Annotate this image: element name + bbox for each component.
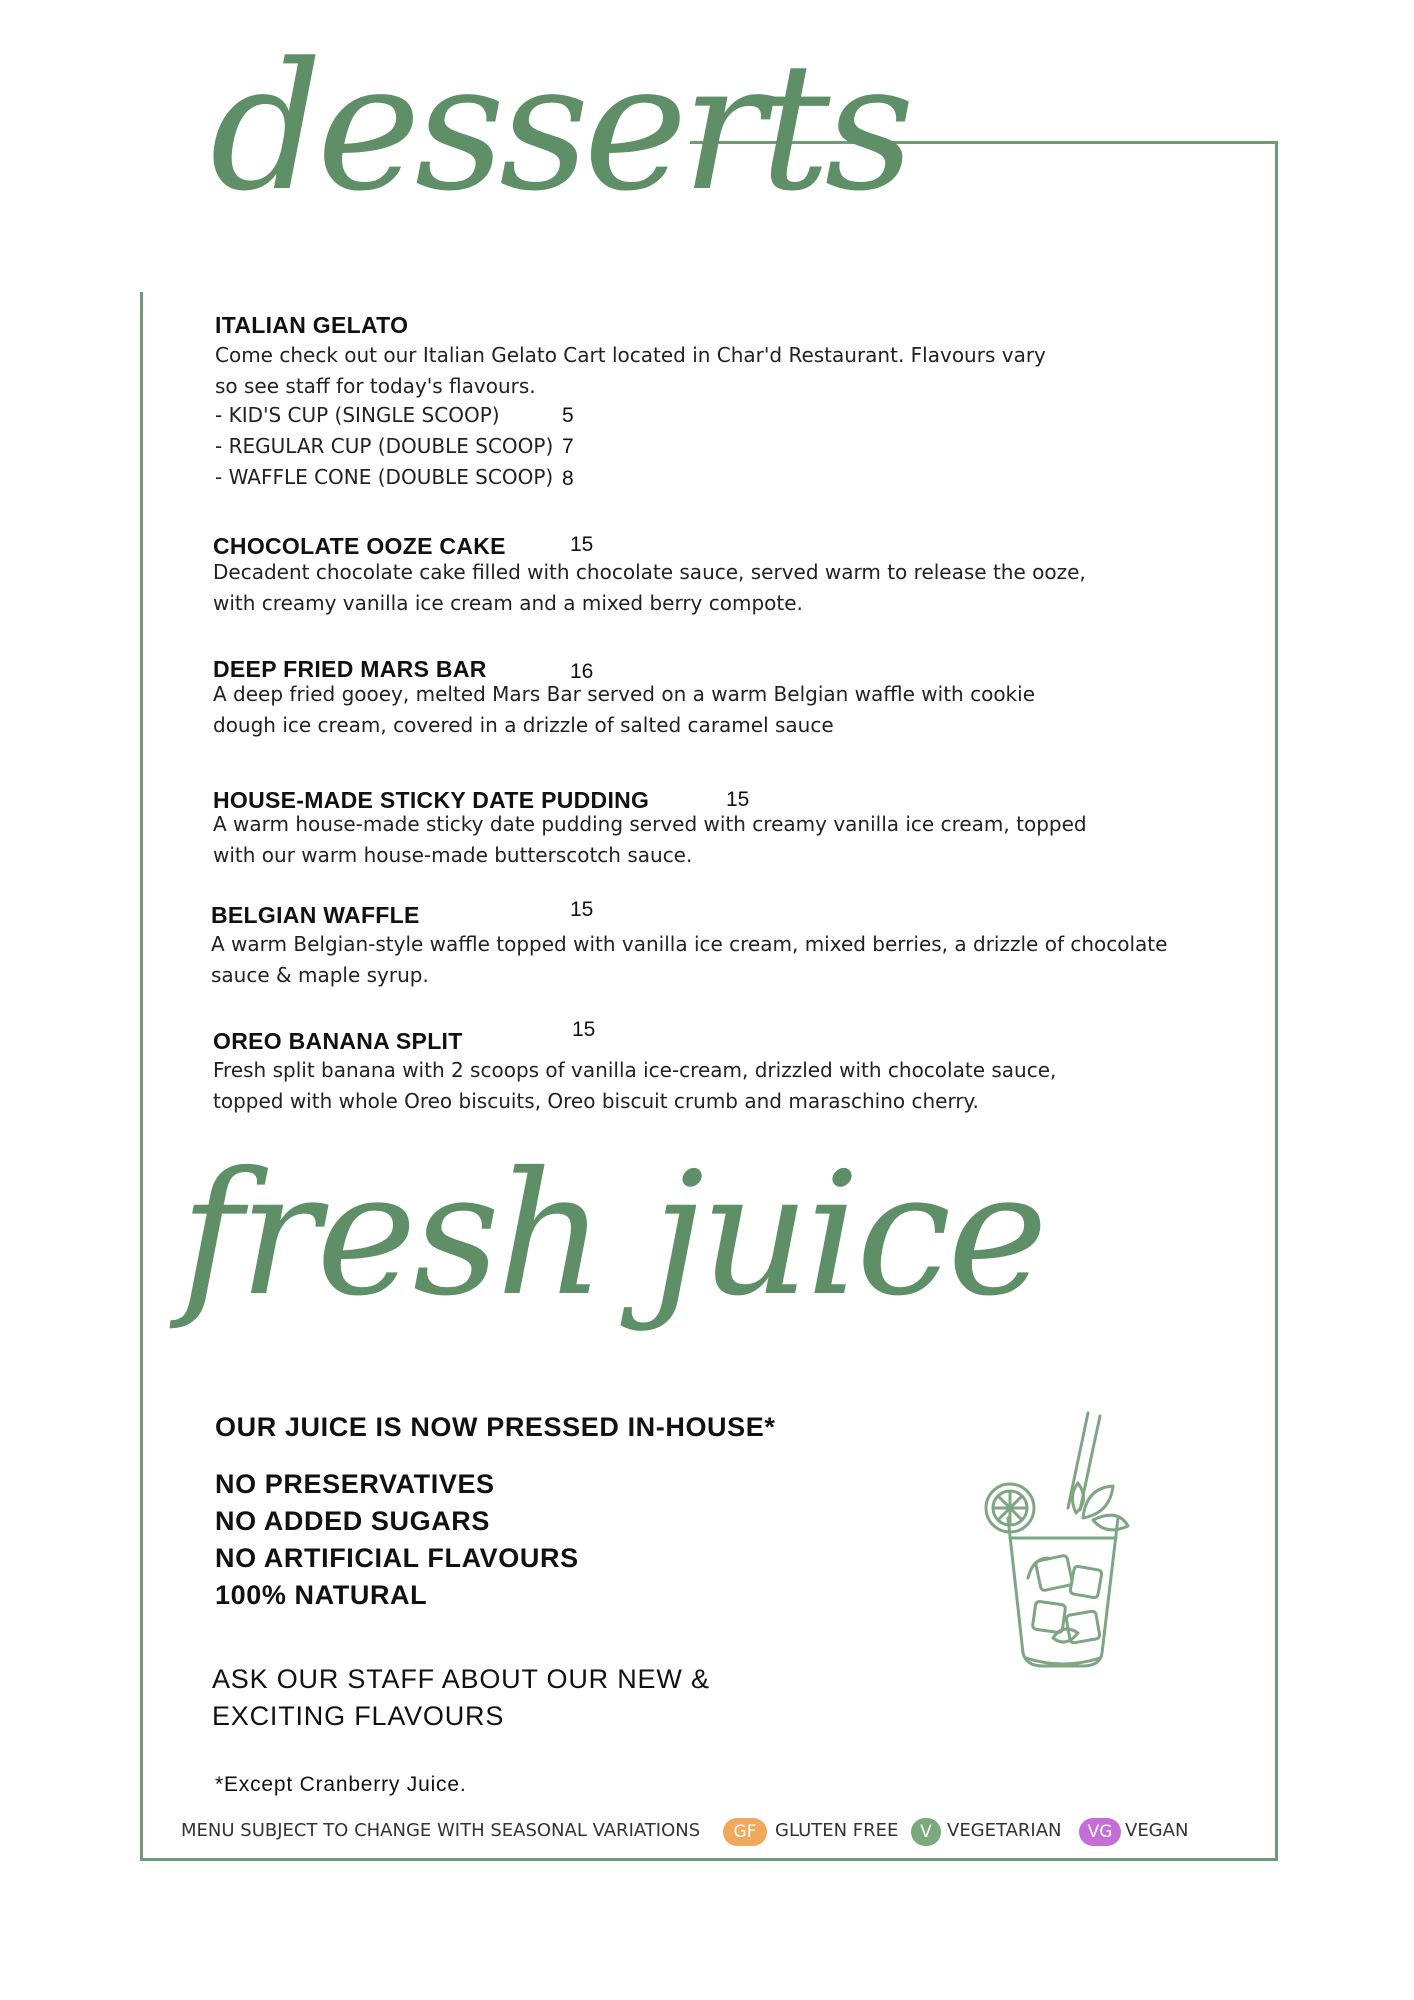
- vegetarian-badge: V: [911, 1818, 941, 1846]
- gelato-name: ITALIAN GELATO: [215, 312, 409, 338]
- dessert-price: 15: [726, 788, 750, 811]
- dessert-name: OREO BANANA SPLIT: [213, 1028, 463, 1054]
- desserts-heading: desserts: [210, 25, 909, 230]
- gelato-option-label: - WAFFLE CONE (DOUBLE SCOOP): [215, 465, 554, 489]
- cocktail-glass-icon: [968, 1408, 1138, 1678]
- dessert-description: A warm Belgian-style waffle topped with vanilla ice cream, mixed berries, a drizzle of chocolate sauce & maple syrup.: [211, 932, 1168, 987]
- gluten-free-label: GLUTEN FREE: [775, 1820, 899, 1841]
- dessert-description: Fresh split banana with 2 scoops of vanilla ice-cream, drizzled with chocolate sauce, topped with whole Oreo biscuits, Oreo biscuit crumb and maraschino cherry.: [213, 1058, 1057, 1113]
- frame-left-line: [140, 292, 143, 1861]
- dessert-price: 16: [570, 660, 594, 683]
- dessert-name: HOUSE-MADE STICKY DATE PUDDING: [213, 787, 650, 813]
- gelato-option-price: 8: [562, 467, 574, 490]
- gelato-option-price: 5: [562, 404, 574, 427]
- vegetarian-label: VEGETARIAN: [947, 1820, 1062, 1841]
- ask-staff-text: ASK OUR STAFF ABOUT OUR NEW & EXCITING FLAVOURS: [212, 1664, 710, 1731]
- vegan-badge: VG: [1079, 1818, 1121, 1846]
- juice-feature: 100% NATURAL: [215, 1580, 428, 1610]
- juice-feature: NO ADDED SUGARS: [215, 1506, 491, 1536]
- frame-bottom-line: [140, 1858, 1278, 1861]
- juice-feature: NO PRESERVATIVES: [215, 1469, 495, 1499]
- frame-right-line: [1275, 141, 1278, 1861]
- dessert-price: 15: [570, 533, 594, 556]
- gelato-option-price: 7: [562, 435, 574, 458]
- dessert-description: A warm house-made sticky date pudding served with creamy vanilla ice cream, topped with our warm house-made butterscotch sauce.: [213, 812, 1087, 867]
- gelato-option-label: - REGULAR CUP (DOUBLE SCOOP): [215, 434, 554, 458]
- gelato-option-label: - KID'S CUP (SINGLE SCOOP): [215, 403, 500, 427]
- footer-notice: MENU SUBJECT TO CHANGE WITH SEASONAL VARIATIONS: [181, 1820, 701, 1841]
- fresh-juice-heading: fresh juice: [180, 1136, 1044, 1334]
- juice-feature: NO ARTIFICIAL FLAVOURS: [215, 1543, 579, 1573]
- dessert-description: A deep fried gooey, melted Mars Bar served on a warm Belgian waffle with cookie dough ice cream, covered in a drizzle of salted caramel sauce: [213, 682, 1035, 737]
- gelato-description: Come check out our Italian Gelato Cart located in Char'd Restaurant. Flavours vary so see staff for today's flavours.: [215, 343, 1046, 398]
- vegan-label: VEGAN: [1125, 1820, 1189, 1841]
- gluten-free-badge: GF: [723, 1818, 767, 1846]
- dessert-description: Decadent chocolate cake filled with chocolate sauce, served warm to release the ooze, with creamy vanilla ice cream and a mixed berry compote.: [213, 560, 1086, 615]
- dessert-name: CHOCOLATE OOZE CAKE: [213, 533, 506, 559]
- dessert-name: DEEP FRIED MARS BAR: [213, 656, 487, 682]
- dessert-price: 15: [570, 898, 594, 921]
- juice-headline: OUR JUICE IS NOW PRESSED IN-HOUSE*: [215, 1412, 776, 1442]
- dessert-price: 15: [572, 1018, 596, 1041]
- juice-footnote: *Except Cranberry Juice.: [215, 1773, 467, 1796]
- dessert-name: BELGIAN WAFFLE: [211, 902, 420, 928]
